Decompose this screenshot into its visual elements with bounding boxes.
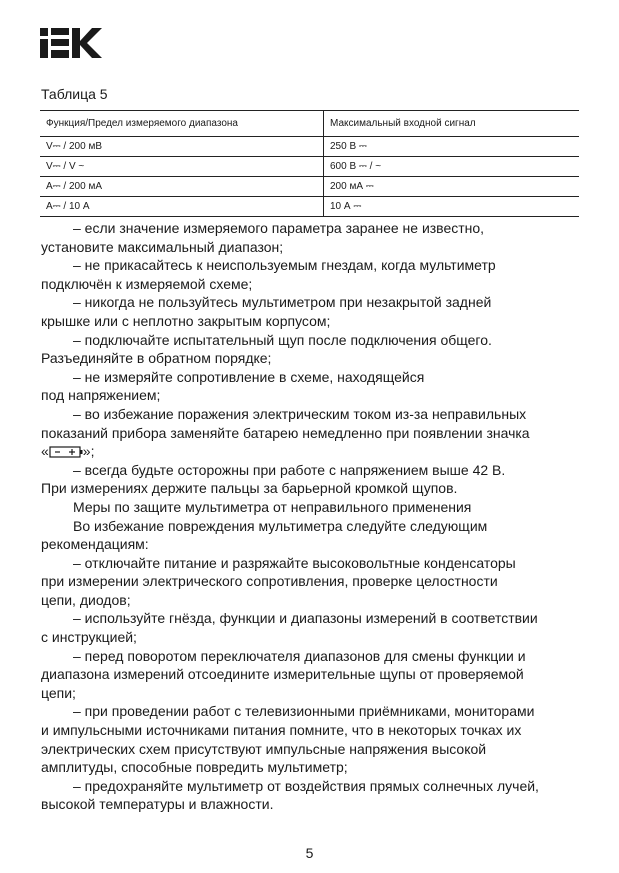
text-line: Разъединяйте в обратном порядке; [41, 350, 272, 367]
table-caption: Таблица 5 [41, 86, 108, 102]
text-line: под напряжением; [41, 387, 161, 404]
table-cell: A⎓ / 200 мА [40, 177, 324, 197]
quote-close: »; [82, 443, 95, 460]
text-line: установите максимальный диапазон; [41, 238, 284, 255]
table-cell: 600 В ⎓ / ~ [324, 157, 580, 177]
text-line: – не прикасайтесь к неиспользуемым гнездам, когда мультиметр [73, 257, 496, 274]
text-line: электрических схем присутствуют импульсные напряжения высокой [41, 740, 487, 757]
text-line: амплитуды, способные повредить мультиметр; [41, 759, 348, 776]
text-line: При измерениях держите пальцы за барьерной кромкой щупов. [41, 480, 458, 497]
text-line: цепи, диодов; [41, 591, 131, 608]
text-line: – при проведении работ с телевизионными приёмниками, мониторами [73, 703, 535, 720]
text-line: с инструкцией; [41, 629, 137, 646]
quote-open: « [41, 443, 49, 460]
section-heading: Меры по защите мультиметра от неправильного применения [73, 498, 472, 515]
iek-logo [40, 28, 102, 58]
table-header-row [40, 111, 579, 137]
table-cell: 10 А ⎓ [324, 197, 580, 217]
text-line: при измерении электрического сопротивления, проверке целостности [41, 573, 498, 590]
table-row [40, 137, 579, 157]
spec-table [40, 110, 579, 217]
table-row [40, 197, 579, 217]
text-line: цепи; [41, 684, 76, 701]
text-line: – не измеряйте сопротивление в схеме, находящейся [73, 368, 425, 385]
body-text [41, 219, 581, 814]
text-line: – никогда не пользуйтесь мультиметром при незакрытой задней [73, 294, 492, 311]
table-row [40, 157, 579, 177]
text-line: – если значение измеряемого параметра заранее не известно, [73, 220, 485, 236]
table-header: Функция/Предел измеряемого диапазона [40, 111, 324, 137]
table-cell: 200 мА ⎓ [324, 177, 580, 197]
text-line: крышке или с неплотно закрытым корпусом; [41, 312, 331, 329]
text-line [41, 442, 581, 461]
table-cell: V⎓ / 200 мВ [40, 137, 324, 157]
text-line: – всегда будьте осторожны при работе с напряжением выше 42 В. [73, 461, 506, 478]
text-line: рекомендациям: [41, 536, 149, 553]
text-line: – подключайте испытательный щуп после подключения общего. [73, 331, 492, 348]
text-line: – используйте гнёзда, функции и диапазоны измерений в соответствии [73, 610, 538, 627]
table-cell: 250 В ⎓ [324, 137, 580, 157]
text-line: высокой температуры и влажности. [41, 796, 274, 813]
text-line: показаний прибора заменяйте батарею немедленно при появлении значка [41, 424, 530, 441]
table-header: Максимальный входной сигнал [324, 111, 580, 137]
table-row [40, 177, 579, 197]
table-cell: V⎓ / V ~ [40, 157, 324, 177]
text-line: диапазона измерений отсоедините измерительные щупы от проверяемой [41, 666, 524, 683]
page-number: 5 [305, 845, 314, 861]
text-line: и импульсными источниками питания помните, что в некоторых точках их [41, 722, 522, 739]
text-line: – отключайте питание и разряжайте высоковольтные конденсаторы [73, 554, 516, 571]
table-cell: A⎓ / 10 А [40, 197, 324, 217]
text-line: Во избежание повреждения мультиметра следуйте следующим [73, 517, 488, 534]
text-line: – предохраняйте мультиметр от воздействия прямых солнечных лучей, [73, 777, 539, 794]
text-line: – во избежание поражения электрическим током из-за неправильных [73, 405, 527, 422]
battery-icon [49, 444, 83, 459]
text-line: подключён к измеряемой схеме; [41, 275, 253, 292]
text-line: – перед поворотом переключателя диапазонов для смены функции и [73, 647, 526, 664]
